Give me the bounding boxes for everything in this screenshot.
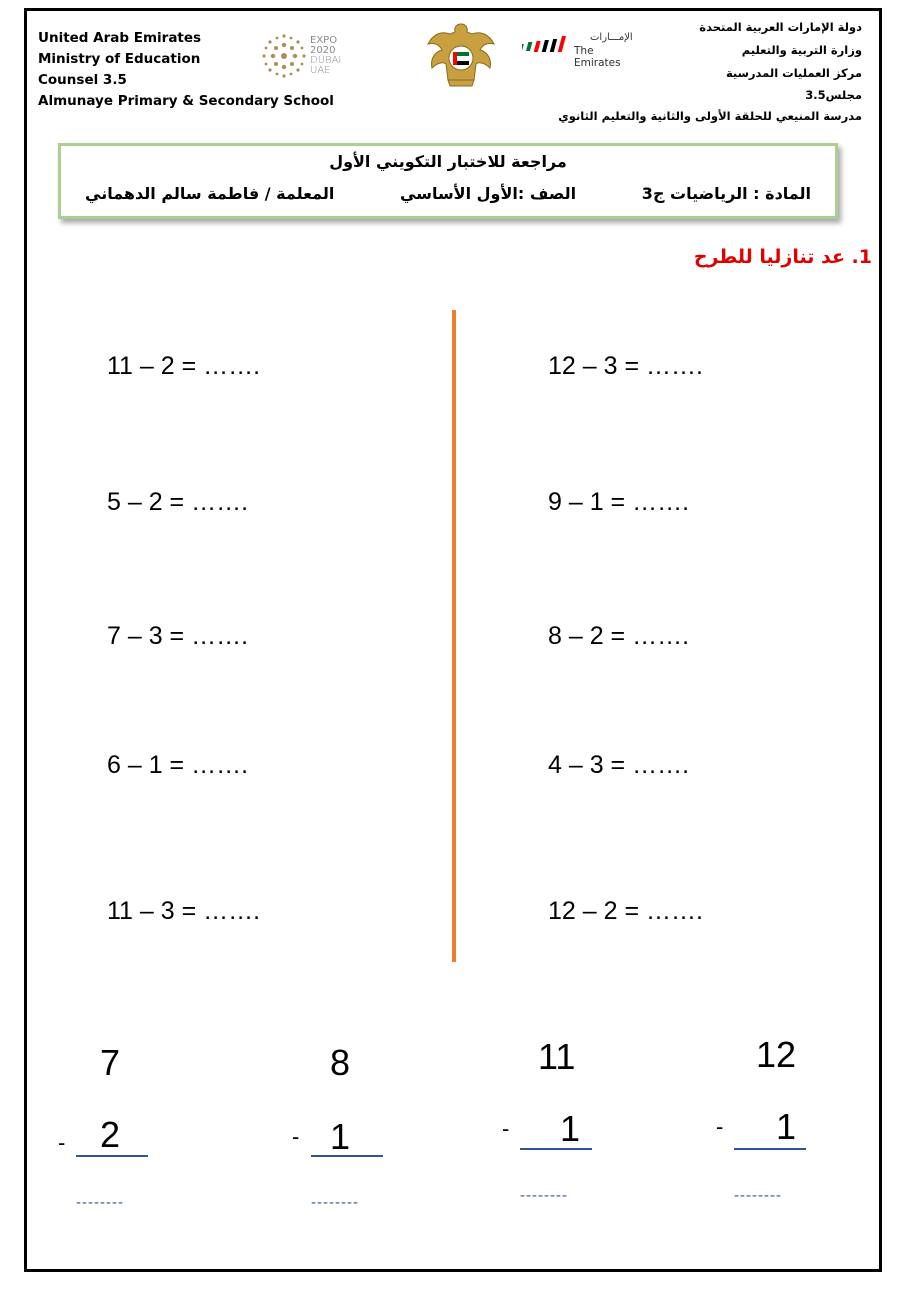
vertical-2-underline (311, 1155, 383, 1157)
equation-left-4: 6 – 1 = ……. (107, 751, 249, 779)
vertical-1-bottom: 2 (100, 1114, 121, 1155)
equation-left-2: 5 – 2 = ……. (107, 488, 249, 516)
header-counsel: Counsel 3.5 (38, 72, 127, 88)
falcon-emblem-icon (426, 22, 496, 90)
vertical-3-top: 11 (538, 1036, 576, 1077)
vertical-1-answer: -------- (76, 1194, 124, 1211)
vertical-4-underline (734, 1148, 806, 1150)
vertical-3-answer: -------- (520, 1187, 568, 1204)
vertical-3-minus: - (502, 1116, 510, 1141)
vertical-4-minus: - (716, 1114, 724, 1139)
vertical-3-underline (520, 1148, 592, 1150)
subject-label: المادة : الرياضيات ج3 (641, 184, 811, 203)
equation-right-1: 12 – 3 = ……. (548, 352, 703, 380)
worksheet-title: مراجعة للاختبار التكويني الأول (329, 152, 567, 171)
vertical-4-bottom: 1 (776, 1106, 797, 1147)
vertical-1-minus: - (58, 1130, 66, 1155)
equation-left-3: 7 – 3 = ……. (107, 622, 249, 650)
emirates-logo-english: The Emirates (574, 45, 621, 69)
vertical-2-answer: -------- (311, 1194, 359, 1211)
vertical-4-top: 12 (756, 1034, 797, 1075)
vertical-1-top: 7 (100, 1042, 121, 1083)
column-divider (452, 310, 456, 962)
header-ministry: Ministry of Education (38, 51, 201, 67)
equation-right-2: 9 – 1 = ……. (548, 488, 690, 516)
equation-right-3: 8 – 2 = ……. (548, 622, 690, 650)
grade-label: الصف :الأول الأساسي (400, 184, 577, 203)
header-ar-school: مدرسة المنيعي للحلقة الأولى والثانية والتعليم الثانوي (558, 109, 862, 123)
vertical-4-answer: -------- (734, 1187, 782, 1204)
expo-2020-logo (262, 30, 348, 84)
equation-right-5: 12 – 2 = ……. (548, 897, 703, 925)
expo-text-3: DUBAI (310, 55, 342, 66)
vertical-2-minus: - (292, 1124, 300, 1149)
question-1-heading: 1. عد تنازليا للطرح (693, 246, 872, 268)
header-ar-council: مجلس3.5 (805, 88, 862, 102)
vertical-2-bottom: 1 (330, 1116, 351, 1157)
equation-left-1: 11 – 2 = ……. (107, 352, 261, 380)
vertical-3-bottom: 1 (560, 1108, 581, 1149)
header-school: Almunaye Primary & Secondary School (38, 93, 334, 109)
vertical-1-underline (76, 1155, 148, 1157)
header-ar-ministry: وزارة التربية والتعليم (741, 43, 862, 57)
header-country: United Arab Emirates (38, 30, 202, 46)
equation-right-4: 4 – 3 = ……. (548, 751, 690, 779)
expo-text-1: EXPO (310, 35, 338, 46)
title-info-row (85, 184, 811, 203)
header-ar-country: دولة الإمارات العربية المتحدة (699, 20, 862, 34)
expo-text-4: UAE (310, 65, 331, 76)
equation-left-5: 11 – 3 = ……. (107, 897, 261, 925)
emirates-logo-arabic: الإمـــارات (590, 32, 633, 43)
vertical-2-top: 8 (330, 1042, 351, 1083)
teacher-label: المعلمة / فاطمة سالم الدهماني (85, 184, 335, 203)
expo-text-2: 2020 (310, 45, 336, 56)
header-arabic (558, 16, 862, 128)
header-ar-center: مركز العمليات المدرسية (725, 66, 862, 80)
title-box (58, 143, 838, 219)
uae-emblem (426, 22, 496, 90)
